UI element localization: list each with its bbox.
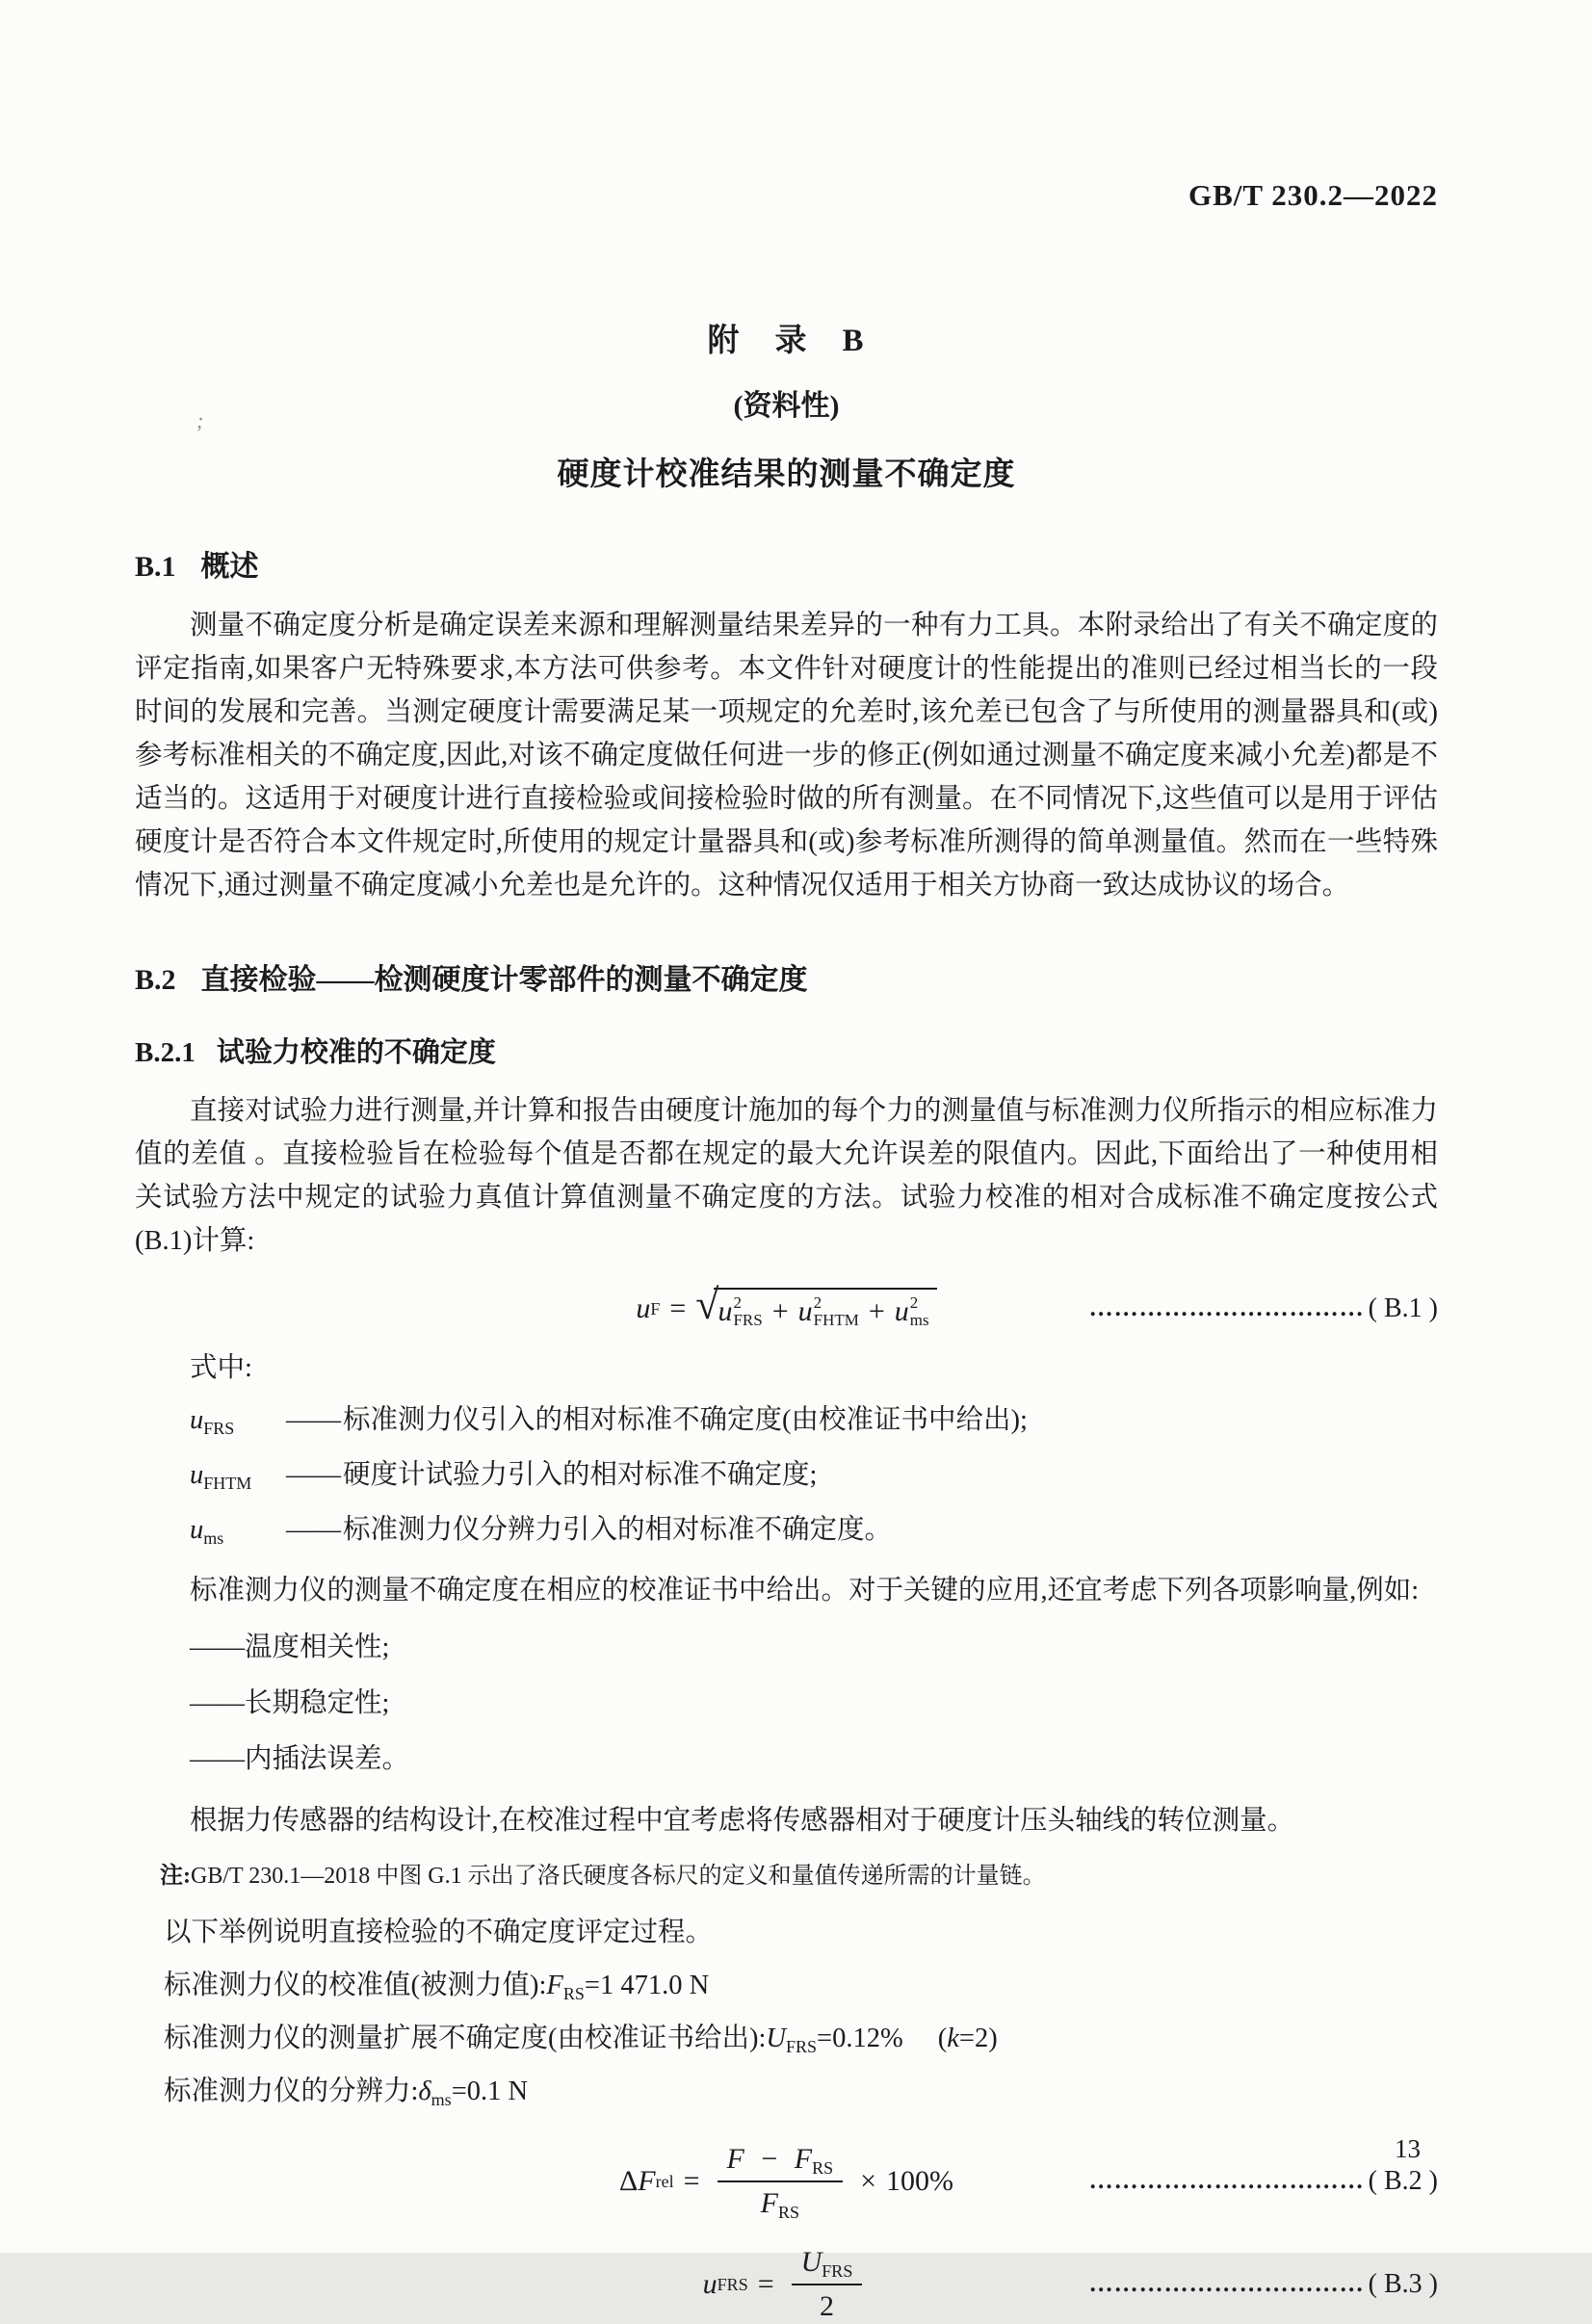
symbol-uFHTM: $u_{FHTM}$ <box>190 1460 252 1493</box>
formula-b2-label: ( B.2 ) <box>1368 2165 1438 2196</box>
heading-b1 <box>135 542 1438 585</box>
formula-b2-expression: Δ F rel = $\frac{F - F_{RS}}{F_{RS}}$ × 100% <box>618 2143 954 2222</box>
appendix-title: 附 录 B <box>707 324 866 358</box>
formula-b2 <box>135 2141 1438 2221</box>
var-uF: u <box>636 1293 651 1324</box>
heading-b1-title: 概述 <box>200 551 259 583</box>
radical-sign: √ <box>695 1281 719 1328</box>
note-label: 注: <box>160 1864 191 1889</box>
delta-sign: Δ <box>618 2164 639 2197</box>
example-line: 标准测力仪的分辨力$:\delta_{ms}=0.1$ N <box>164 2076 529 2109</box>
standard-reference: GB/T 230.2—2022 <box>1187 178 1438 212</box>
symbol-uFRS: $u_{FRS}$ <box>190 1405 235 1438</box>
heading-b21-number: B.2.1 <box>135 1037 196 1068</box>
heading-b1-number: B.1 <box>135 551 176 583</box>
formula-b3-expression: u FRS = $\frac{U_{FRS}}{2}$ <box>703 2244 871 2324</box>
formula-b2-leader: …………………………… ( B.2 ) <box>1088 2165 1438 2196</box>
page-number: 13 <box>1395 2134 1421 2163</box>
example-line: 标准测力仪的校准值(被测力值)$:F_{RS}=1$ 471.0 N <box>164 1971 710 2003</box>
heading-b2-title: 直接检验——检测硬度计零部件的测量不确定度 <box>200 964 808 996</box>
where-lead: 式中: <box>190 1353 252 1383</box>
symbol-ums: $u_{ms}$ <box>190 1515 224 1548</box>
square-root: √ u 2 FRS + u 2 FHTM + u 2 ms <box>695 1288 936 1330</box>
heading-b2-number: B.2 <box>135 964 176 996</box>
fraction: $\frac{U_{FRS}}{2}$ <box>792 2244 863 2324</box>
formula-b3-label: ( B.3 ) <box>1368 2268 1438 2299</box>
paragraph-sensor: 根据力传感器的结构设计,在校准过程中宜考虑将传感器相对于硬度计压头轴线的转位测量。 <box>190 1806 1295 1836</box>
fraction: $\frac{F - F_{RS}}{F_{RS}}$ <box>718 2141 844 2221</box>
note-text: GB/T 230.1—2018 中图 G.1 示出了洛氏硬度各标尺的定义和量值传递所需的计量链。 <box>191 1864 1046 1889</box>
appendix-subject: 硬度计校准结果的测量不确定度 <box>557 457 1016 492</box>
formula-b1 <box>135 1281 1438 1330</box>
formula-b1-leader: …………………………… ( B.1 ) <box>1088 1293 1438 1323</box>
definition-row: $u_{FHTM}$ —— 硬度计试验力引入的相对标准不确定度; <box>190 1456 1438 1495</box>
example-line: 标准测力仪的测量扩展不确定度(由校准证书给出)$:U_{FRS}=0.12\%$ (k=2) <box>164 2024 998 2056</box>
heading-b21-title: 试验力校准的不确定度 <box>216 1037 496 1068</box>
list-item: ——内插法误差。 <box>190 1744 410 1774</box>
note <box>160 1860 1438 1893</box>
formula-b1-label: ( B.1 ) <box>1368 1293 1438 1323</box>
coverage-factor: (k=2) <box>937 2024 998 2053</box>
formula-b3 <box>135 2244 1438 2324</box>
list-item: ——长期稳定性; <box>190 1688 390 1718</box>
formula-b3-leader: …………………………… ( B.3 ) <box>1088 2268 1438 2299</box>
list-item: ——温度相关性; <box>190 1632 390 1662</box>
paragraph-certificate: 标准测力仪的测量不确定度在相应的校准证书中给出。对于关键的应用,还宜考虑下列各项影响量,例如: <box>190 1576 1420 1606</box>
appendix-type: (资料性) <box>733 390 840 422</box>
paragraph-b21: 直接对试验力进行测量,并计算和报告由硬度计施加的每个力的测量值与标准测力仪所指示的相应标准力值的差值 。直接检验旨在检验每个值是否都在规定的最大允许误差的限值内。因此,下面给出了一种使用相关试验方法中规定的试验力真值计算值测量不确定度的方法。试验力校准的相对合成标准不确定度按公式(B.1)计算: <box>135 1096 1438 1256</box>
definition-row: $u_{FRS}$ —— 标准测力仪引入的相对标准不确定度(由校准证书中给出); <box>190 1401 1438 1440</box>
heading-b21 <box>135 1031 1438 1070</box>
definition-row: $u_{ms}$ —— 标准测力仪分辨力引入的相对标准不确定度。 <box>190 1511 1438 1550</box>
appendix-title-block <box>135 315 1438 494</box>
example-intro: 以下举例说明直接检验的不确定度评定过程。 <box>164 1918 714 1947</box>
heading-b2 <box>135 955 1438 998</box>
scan-artifact-mark: ; <box>196 408 204 432</box>
paragraph-b1: 测量不确定度分析是确定误差来源和理解测量结果差异的一种有力工具。本附录给出了有关不确定度的评定指南,如果客户无特殊要求,本方法可供参考。本文件针对硬度计的性能提出的准则已经过相当长的一段时间的发展和完善。当测定硬度计需要满足某一项规定的允差时,该允差已包含了与所使用的测量器具和(或)参考标准相关的不确定度,因此,对该不确定度做任何进一步的修正(例如通过测量不确定度来减小允差)都是不适当的。这适用于对硬度计进行直接检验或间接检验时做的所有测量。在不同情况下,这些值可以是用于评估硬度计是否符合本文件规定时,所使用的规定计量器具和(或)参考标准所测得的简单测量值。然而在一些特殊情况下,通过测量不确定度减小允差也是允许的。这种情况仅适用于相关方协商一致达成协议的场合。 <box>135 611 1438 901</box>
formula-b1-expression: u F = √ u 2 FRS + u 2 FHTM + u 2 ms <box>636 1288 936 1330</box>
